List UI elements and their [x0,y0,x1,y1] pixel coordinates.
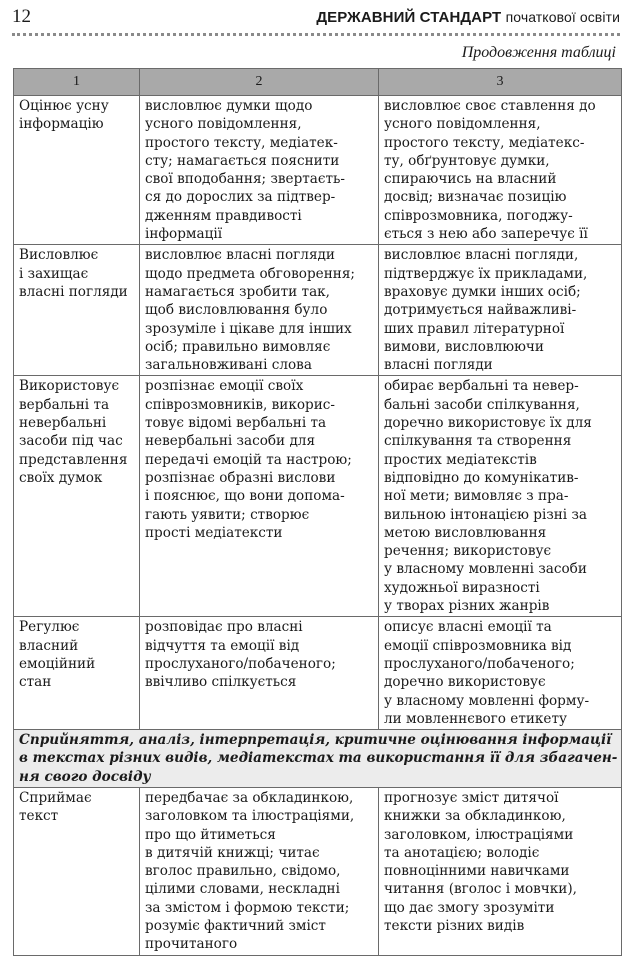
skill-cell [14,617,140,730]
cell-text-line: сту; намагається пояснити [145,152,340,169]
cell-text-line: ввічливо спілкується [145,674,297,691]
cell-text-line: інформації [145,226,223,243]
cell-text-line: ється з нею або заперечує її [384,226,588,243]
outcome-cell [140,376,379,617]
cell-text-line: доречно використовує їх для [384,415,592,432]
cell-text-line: передбачає за обкладинкою, [145,789,354,806]
skill-cell [14,96,140,245]
cell-text-line: описує власні емоції та [384,619,552,636]
page-header [12,6,620,28]
outcome-cell [140,617,379,730]
table-row [14,787,622,955]
cell-text-line: у власному мовленні засоби [384,561,587,578]
cell-text-line: читання (вголос і мовчки), [384,881,577,898]
cell-text-line: простих медіатекстів [384,451,537,468]
skill-cell [14,376,140,617]
outcome-cell [379,617,622,730]
cell-text-line: розпізнає емоції своїх [145,378,304,395]
outcome-cell [379,376,622,617]
cell-text-line: у творах різних жанрів [384,598,550,615]
table-header-row [14,69,622,96]
cell-text-line: вильною інтонацією різні за [384,506,587,523]
cell-text-line: усного повідомлення, [145,116,302,133]
cell-text-line: досвід; визначає позицію [384,189,567,206]
running-title [316,9,620,26]
section-heading [14,730,622,788]
cell-text-line: спираючись на власний [384,171,557,188]
cell-text-line: власні погляди [19,283,128,300]
cell-text-line: розповідає про власні [145,619,303,636]
cell-text-line: прості медіатексти [145,524,283,541]
cell-text-line: невербальні засоби для [145,433,316,450]
cell-text-line: метою висловлювання [384,524,547,541]
cell-text-line: представлення [19,451,128,468]
cell-text-line: емоційний [19,655,96,672]
cell-text-line: Сприймає [19,789,92,806]
cell-text-line: емоції співрозмовника від [384,637,572,654]
column-header-1: 1 [14,69,140,96]
cell-text-line: та анотацією; володіє [384,844,540,861]
cell-text-line: в текстах різних видів, медіатекстах та використання її для збагачен- [19,750,618,767]
cell-text-line: товує відомі вербальні та [145,415,327,432]
cell-text-line: співрозмовника, погоджу- [384,207,573,224]
section-heading-row [14,730,622,788]
cell-text-line: повноцінними навичками [384,863,570,880]
cell-text-line: у власному мовленні форму- [384,692,590,709]
cell-text-line: висловлює власні погляди [145,247,335,264]
outcome-cell [379,245,622,376]
cell-text-line: ся до дорослих за підтвер- [145,189,336,206]
cell-text-line: Висловлює [19,247,99,264]
table-row [14,245,622,376]
cell-text-line: дотримується найважливі- [384,302,577,319]
cell-text-line: власний [19,637,79,654]
cell-text-line: прослуханого/побаченого; [384,655,575,672]
cell-text-line: дженням правдивості [145,207,302,224]
cell-text-line: ної мети; вимовляє з пра- [384,488,569,505]
cell-text-line: про що йтиметься [145,826,276,843]
cell-text-line: усного повідомлення, [384,116,541,133]
cell-text-line: Регулює [19,619,80,636]
running-title-sub: початкової освіти [505,8,620,25]
cell-text-line: спілкування та створення [384,433,572,450]
cell-text-line: гають уявити; створює [145,506,310,523]
cell-text-line: бальні засоби спілкування, [384,396,580,413]
cell-text-line: прослуханого/побаченого; [145,655,336,672]
cell-text-line: цілими словами, нескладні [145,881,340,898]
cell-text-line: Сприйняття, аналіз, інтерпретація, критичне оцінювання інформації [19,732,612,749]
cell-text-line: прочитаного [145,936,238,953]
cell-text-line: передачі емоцій та настрою; [145,451,352,468]
cell-text-line: заголовком та ілюстраціями, [145,808,355,825]
cell-text-line: підтверджує їх прикладами, [384,265,588,282]
table-row [14,96,622,245]
cell-text-line: інформацію [19,116,104,133]
cell-text-line: щоб висловлювання було [145,302,328,319]
skill-cell [14,787,140,955]
cell-text-line: заголовком, ілюстраціями [384,826,574,843]
outcome-cell [140,245,379,376]
cell-text-line: відповідно до комунікатив- [384,469,579,486]
cell-text-line: співрозмовників, викорис- [145,396,336,413]
cell-text-line: своїх думок [19,469,103,486]
cell-text-line: ших правил літературної [384,320,565,337]
cell-text-line: загальновживані слова [145,357,312,374]
table-continuation-note: Продовження таблиці [461,44,616,61]
cell-text-line: розуміє фактичний зміст [145,918,326,935]
cell-text-line: обирає вербальні та невер- [384,378,579,395]
cell-text-line: ту, обґрунтовує думки, [384,152,550,169]
cell-text-line: висловлює власні погляди, [384,247,579,264]
cell-text-line: в дитячій книжці; читає [145,844,320,861]
cell-text-line: і пояснює, що вони допома- [145,488,345,505]
cell-text-line: враховує думки інших осіб; [384,283,581,300]
cell-text-line: і захищає [19,265,89,282]
cell-text-line: вербальні та [19,396,110,413]
cell-text-line: висловлює своє ставлення до [384,98,596,114]
header-divider [12,33,620,36]
cell-text-line: свої вподобання; звертаєть- [145,171,346,188]
cell-text-line: відчуття та емоції від [145,637,300,654]
cell-text-line: вголос правильно, свідомо, [145,863,341,880]
cell-text-line: намагається зробити так, [145,283,331,300]
cell-text-line: засоби під час [19,433,123,450]
cell-text-line: вимови, висловлюючи [384,338,544,355]
cell-text-line: книжки за обкладинкою, [384,808,566,825]
outcome-cell [140,96,379,245]
cell-text-line: ли мовленнєвого етикету [384,710,567,727]
cell-text-line: прогнозує зміст дитячої [384,789,559,806]
column-header-2: 2 [140,69,379,96]
cell-text-line: ня свого досвіду [19,768,151,785]
table-row [14,617,622,730]
cell-text-line: стан [19,674,52,691]
cell-text-line: доречно використовує [384,674,546,691]
column-header-3: 3 [379,69,622,96]
outcome-cell [379,787,622,955]
outcome-cell [379,96,622,245]
cell-text-line: висловлює думки щодо [145,98,313,114]
cell-text-line: простого тексту, медіатекс- [384,134,585,151]
table-row [14,376,622,617]
running-title-main: ДЕРЖАВНИЙ СТАНДАРТ [316,8,502,26]
cell-text-line: власні погляди [384,357,493,374]
cell-text-line: за змістом і формою тексти; [145,899,350,916]
standards-table [13,68,622,956]
cell-text-line: речення; використовує [384,543,552,560]
cell-text-line: простого тексту, медіатек- [145,134,338,151]
cell-text-line: осіб; правильно вимовляє [145,338,331,355]
cell-text-line: зрозуміле і цікаве для інших [145,320,352,337]
cell-text-line: щодо предмета обговорення; [145,265,355,282]
cell-text-line: текст [19,808,59,825]
outcome-cell [140,787,379,955]
skill-cell [14,245,140,376]
page-number: 12 [12,6,31,27]
cell-text-line: художньої виразності [384,579,540,596]
cell-text-line: Використовує [19,378,120,395]
cell-text-line: Оцінює усну [19,98,109,114]
cell-text-line: тексти різних видів [384,918,525,935]
cell-text-line: розпізнає образні вислови [145,469,336,486]
cell-text-line: невербальні [19,415,107,432]
cell-text-line: що дає змогу зрозуміти [384,899,555,916]
